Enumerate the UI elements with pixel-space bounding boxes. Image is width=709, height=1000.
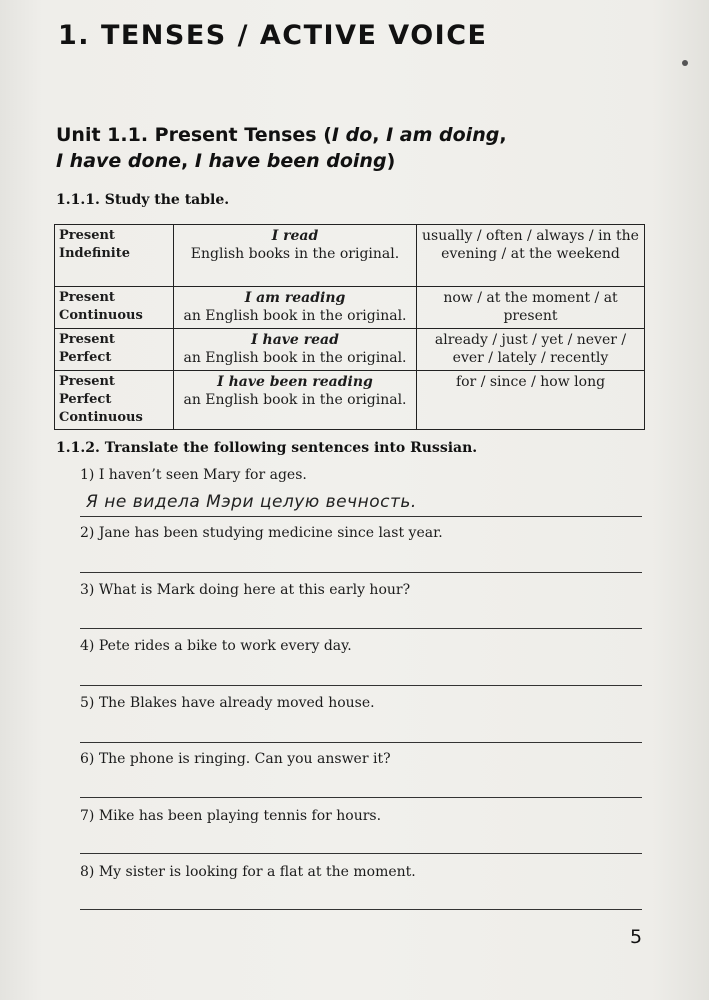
answer-line: [80, 628, 642, 629]
unit-form-1: I do: [331, 124, 373, 146]
unit-suffix: ): [386, 150, 396, 172]
handwritten-answer: Я не видела Мэри целую вечность.: [86, 492, 417, 512]
answer-line: [80, 797, 642, 798]
tense-example: [174, 287, 417, 329]
table-row: [55, 371, 645, 430]
table-row: [55, 287, 645, 329]
unit-form-2: I am doing: [386, 124, 500, 146]
example-rest: an English book in the original.: [183, 350, 407, 366]
table-row: [55, 329, 645, 371]
sentence-1: 1) I haven’t seen Mary for ages.: [80, 467, 307, 483]
tense-name: Present Perfect: [55, 329, 174, 371]
tense-example: [174, 329, 417, 371]
exercise-2-title: 1.1.2. Translate the following sentences into Russian.: [56, 440, 478, 456]
page-number: 5: [630, 926, 643, 948]
sentence-5: 5) The Blakes have already moved house.: [80, 695, 375, 711]
answer-line: [80, 853, 642, 854]
tense-table: [54, 224, 645, 430]
unit-form-4: I have been doing: [194, 150, 387, 172]
sentence-2: 2) Jane has been studying medicine since last year.: [80, 525, 443, 541]
sentence-8: 8) My sister is looking for a flat at the moment.: [80, 864, 416, 880]
sentence-6: 6) The phone is ringing. Can you answer it?: [80, 751, 391, 767]
example-rest: English books in the original.: [190, 246, 400, 262]
answer-line: [80, 572, 642, 573]
exercise-1-title: 1.1.1. Study the table.: [56, 192, 230, 208]
tense-example: [174, 371, 417, 430]
example-verb: I have been reading: [217, 374, 373, 390]
example-rest: an English book in the original.: [183, 392, 407, 408]
sentence-4: 4) Pete rides a bike to work every day.: [80, 638, 352, 654]
sentence-3: 3) What is Mark doing here at this early hour?: [80, 582, 411, 598]
table-row: [55, 225, 645, 287]
ink-dot: [682, 60, 688, 66]
unit-heading: Unit 1.1. Present Tenses (I do, I am doing, I have done, I have been doing): [56, 124, 507, 172]
answer-line: [80, 742, 642, 743]
time-markers: usually / often / always / in the evening / at the weekend: [417, 225, 645, 287]
time-markers: now / at the moment / at present: [417, 287, 645, 329]
tense-name: Present Continuous: [55, 287, 174, 329]
time-markers: already / just / yet / never / ever / lately / recently: [417, 329, 645, 371]
answer-line: [80, 516, 642, 517]
example-rest: an English book in the original.: [183, 308, 407, 324]
chapter-heading: 1. TENSES / ACTIVE VOICE: [58, 20, 488, 51]
tense-name: Present Indefinite: [55, 225, 174, 287]
example-verb: I have read: [251, 332, 339, 348]
unit-prefix: Unit 1.1. Present Tenses (: [56, 124, 332, 146]
example-verb: I read: [271, 228, 319, 244]
sentence-7: 7) Mike has been playing tennis for hours.: [80, 808, 382, 824]
time-markers: for / since / how long: [417, 371, 645, 430]
tense-name: Present Perfect Continuous: [55, 371, 174, 430]
answer-line: [80, 909, 642, 910]
example-verb: I am reading: [244, 290, 346, 306]
tense-example: [174, 225, 417, 287]
answer-line: [80, 685, 642, 686]
unit-form-3: I have done: [56, 150, 181, 172]
